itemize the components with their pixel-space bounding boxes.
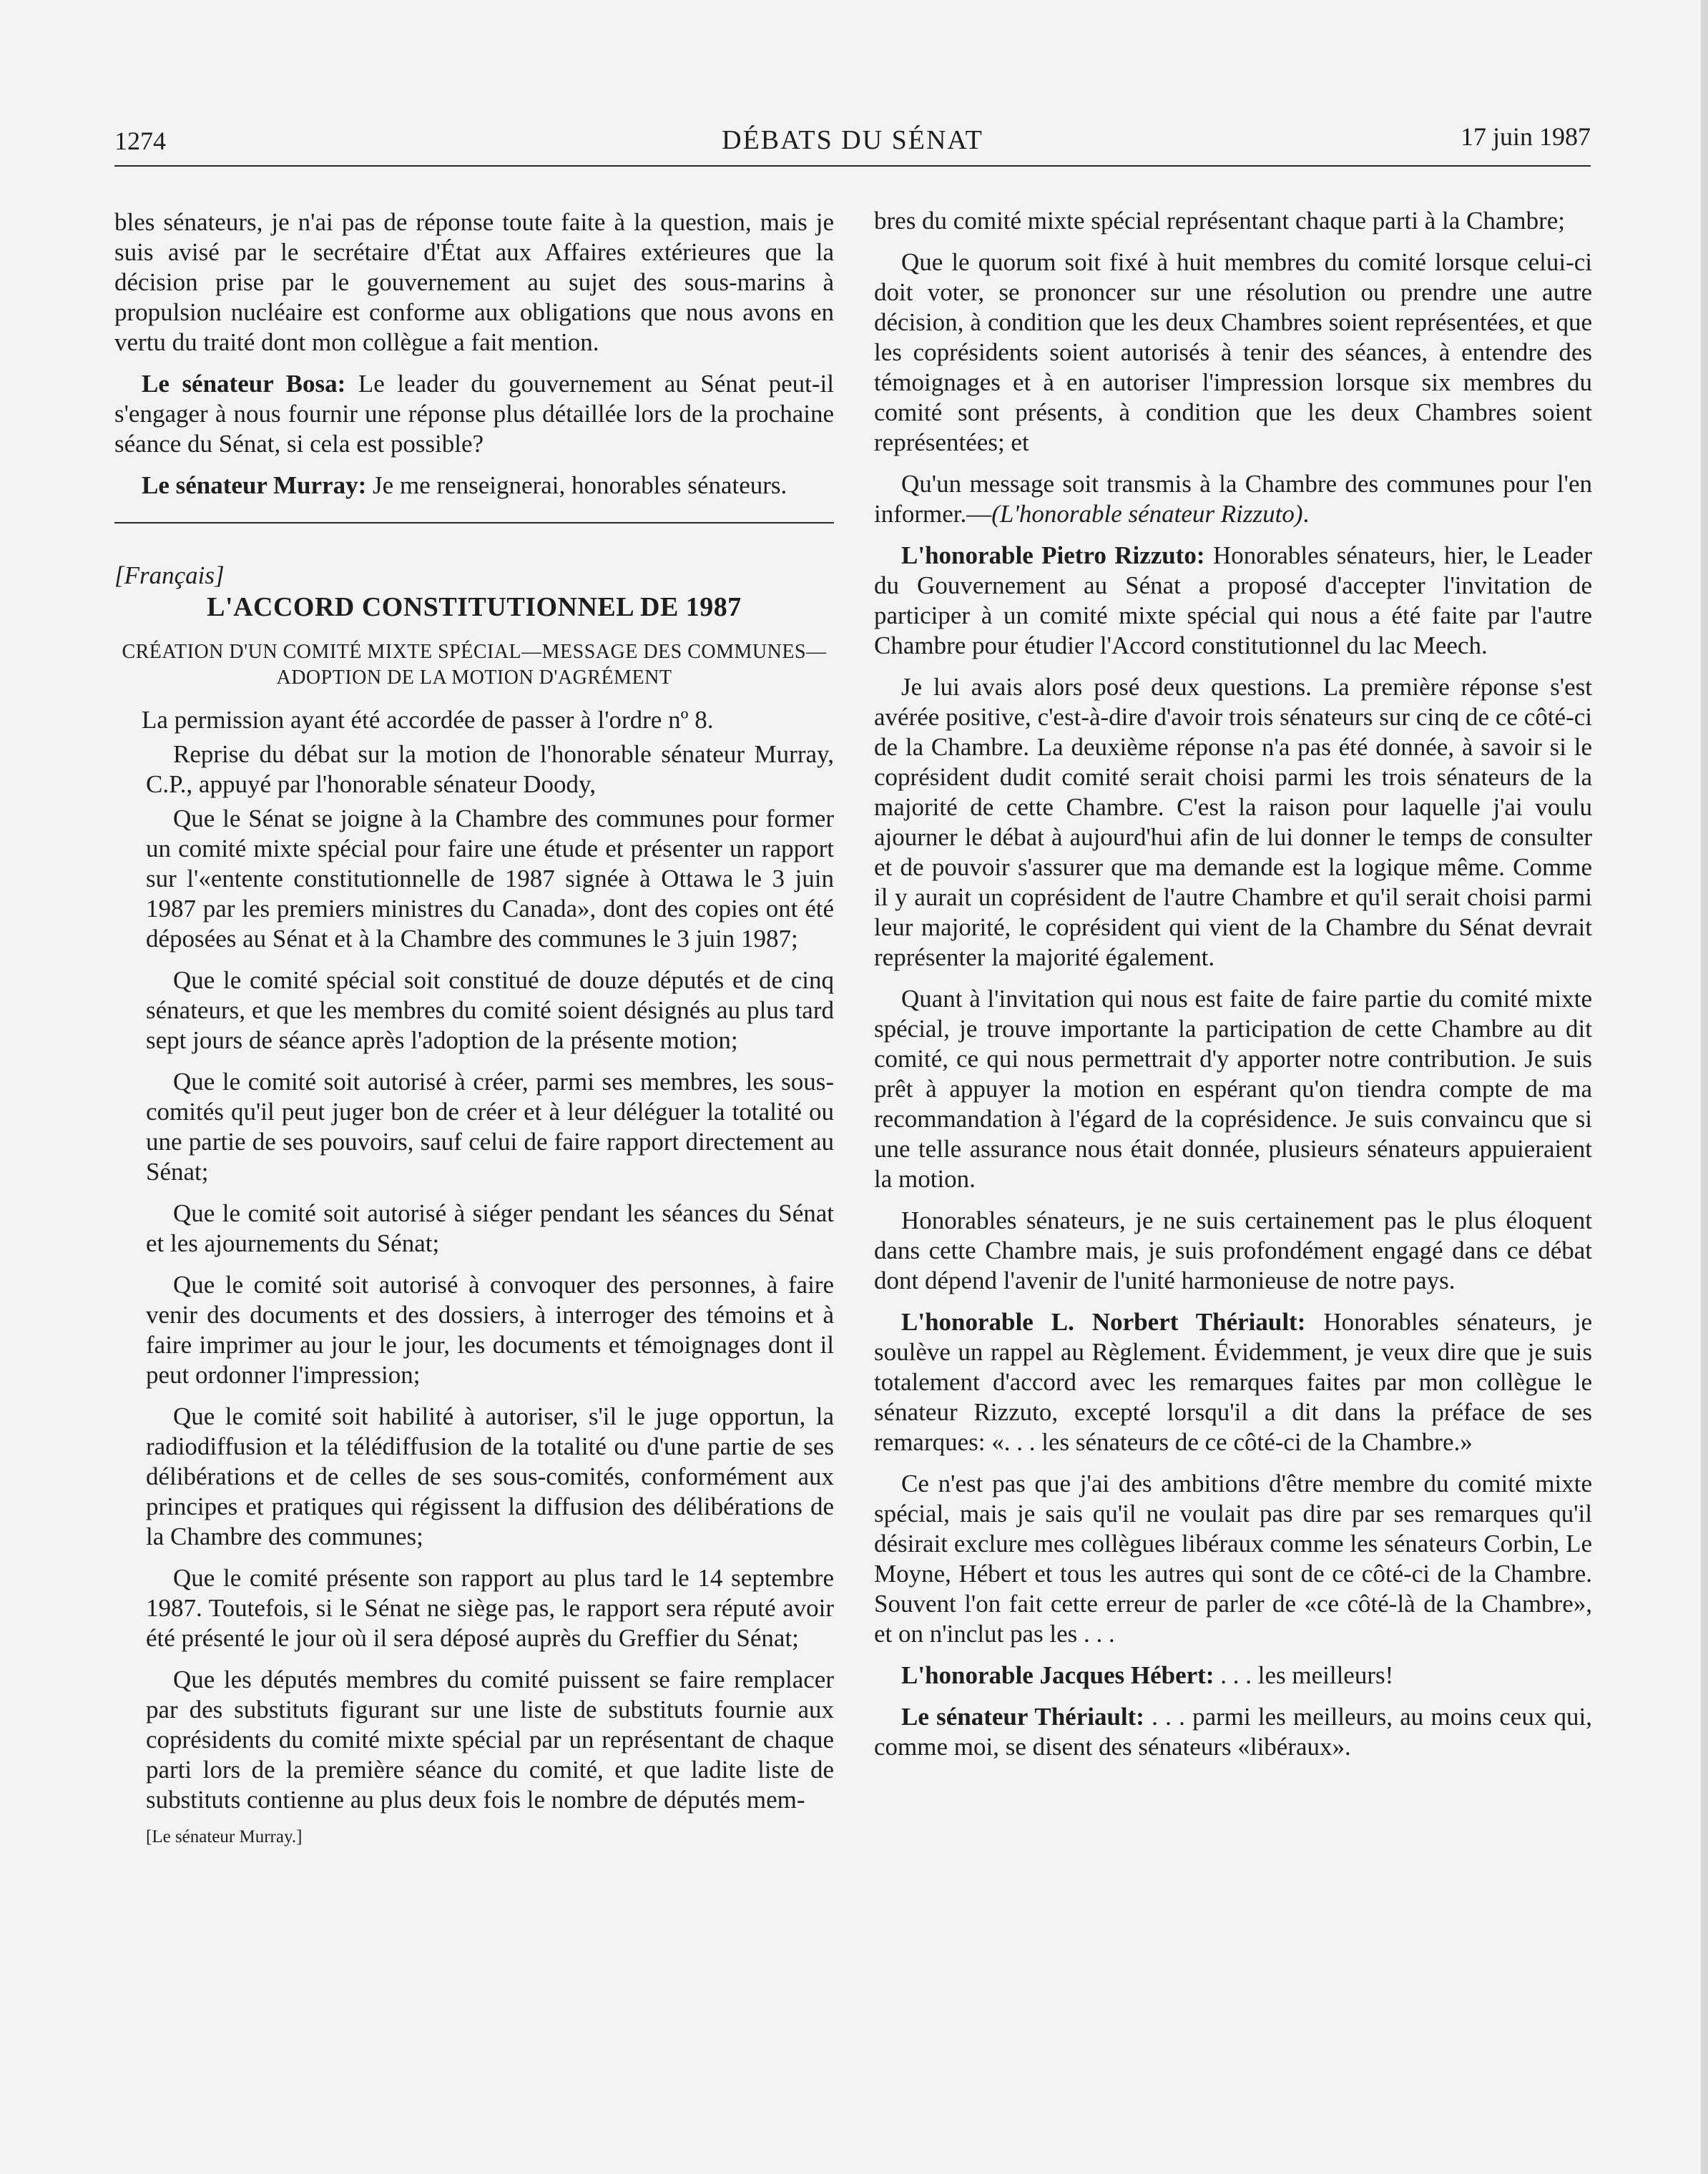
running-title: DÉBATS DU SÉNAT [722, 125, 983, 155]
mover-name: (L'honorable sénateur Rizzuto) [991, 500, 1303, 528]
speaker-name: Le sénateur Bosa: [142, 370, 346, 398]
page-header [114, 122, 1591, 163]
motion-text [114, 739, 834, 1815]
motion-clause: bres du comité mixte spécial représentant chaque parti à la Chambre; [874, 207, 1566, 235]
left-column [114, 207, 834, 1864]
paragraph: Quant à l'invitation qui nous est faite de faire partie du comité mixte spécial, je trouve importante la participation de cette Chambre au dit comité, ce qui nous permettrait d'y apporter notre contribution. Je suis prêt à appuyer la motion en espérant qu'on tiendra compte de ma recommandation à l'égard de la coprésidence. Je suis convaincu que si une telle assurance nous était donnée, plusieurs sénateurs appuieraient la motion. [874, 985, 1592, 1193]
speech-text: . . . parmi les meilleurs, au moins ceux qui, comme moi, se disent des sénateurs «libéraux». [874, 1703, 1593, 1761]
speech-murray [114, 471, 834, 501]
motion-clause: Que le comité soit autorisé à siéger pendant les séances du Sénat et les ajournements du Sénat; [146, 1199, 834, 1257]
speech-text: . . . les meilleurs! [1214, 1661, 1394, 1689]
motion-clause: Que le Sénat se joigne à la Chambre des communes pour former un comité mixte spécial pour faire une étude et présenter un rapport sur l'«entente constitutionnelle de 1987 signée à Ottawa le 3 juin 1987 par les premiers ministres du Canada», dont des copies ont été déposées au Sénat et à la Chambre des communes le 3 juin 1987; [146, 805, 834, 953]
footer-note: [Le sénateur Murray.] [146, 1827, 303, 1846]
language-marker: [Français] [114, 561, 225, 589]
speaker-name: L'honorable L. Norbert Thériault: [901, 1308, 1306, 1336]
paragraph: Honorables sénateurs, je ne suis certainement pas le plus éloquent dans cette Chambre mais, je suis profondément engagé dans ce débat dont dépend l'avenir de l'unité harmonieuse de notre pays. [874, 1206, 1592, 1294]
permission-line: La permission ayant été accordée de passer à l'ordre nº 8. [142, 706, 714, 734]
page-number: 1274 [114, 127, 166, 155]
motion-clause: Que le comité soit habilité à autoriser, s'il le juge opportun, la radiodiffusion et la télédiffusion de la totalité ou d'une partie de ses délibérations et de celles de ses sous-comités, conformément aux principes et pratiques qui régissent la diffusion des délibérations de la Chambre des communes; [146, 1402, 834, 1550]
motion-clause: Que le quorum soit fixé à huit membres du comité lorsque celui-ci doit voter, se prononcer sur une résolution ou prendre une autre décision, à condition que les deux Chambres soient représentées, et que les coprésidents soient autorisés à tenir des séances, à entendre des témoignages et à en autoriser l'impression lorsque six membres du comité sont présents, à condition que les deux Chambres soient représentées; et [874, 248, 1592, 456]
speech-theriault-2 [874, 1702, 1592, 1762]
speech-hebert [874, 1661, 1592, 1691]
speaker-name: L'honorable Pietro Rizzuto: [901, 541, 1205, 569]
speech-text: Je me renseignerai, honorables sénateurs. [366, 471, 787, 499]
speech-text: Honorables sénateurs, hier, le Leader du Gouvernement au Sénat a proposé d'accepter l'invitation de participer à un comité mixte spécial qui nous a été faite par l'autre Chambre pour étudier l'Accord constitutionnel du lac Meech. [874, 541, 1592, 659]
page-edge [1701, 0, 1708, 2174]
page-date: 17 juin 1987 [1460, 122, 1591, 151]
speaker-name: Le sénateur Murray: [142, 471, 367, 499]
motion-clause [874, 469, 1592, 529]
paragraph: Ce n'est pas que j'ai des ambitions d'être membre du comité mixte spécial, mais je sais qu'il ne voulait pas dire par ses remarques qu'il désirait exclure mes collègues libéraux comme les sénateurs Corbin, Le Moyne, Hébert et tous les autres qui sont de ce côté-ci de la Chambre. Souvent l'on fait cette erreur de parler de «ce côté-là de la Chambre», et on n'inclut pas les . . . [874, 1470, 1592, 1648]
section-subheading: CRÉATION D'UN COMITÉ MIXTE SPÉCIAL—MESSAGE DES COMMUNES—ADOPTION DE LA MOTION D'AGRÉMENT [122, 641, 827, 689]
motion-text: Qu'un message soit transmis à la Chambre des communes pour l'en informer.— [874, 470, 1592, 528]
speech-text: Honorables sénateurs, je soulève un rappel au Règlement. Évidemment, je veux dire que je suis totalement d'accord avec les remarques faites par mon collègue le sénateur Rizzuto, excepté lorsqu'il a dit dans la préface de ses remarques: «. . . les sénateurs de ce côté-ci de la Chambre.» [874, 1308, 1592, 1456]
speaker-name: L'honorable Jacques Hébert: [901, 1661, 1214, 1689]
speech-text: Le leader du gouvernement au Sénat peut-il s'engager à nous fournir une réponse plus détaillée lors de la prochaine séance du Sénat, si cela est possible? [114, 370, 834, 458]
motion-clause: Que le comité soit autorisé à créer, parmi ses membres, les sous-comités qu'il peut juger bon de créer et à leur déléguer la totalité ou une partie de ses pouvoirs, sauf celui de faire rapport directement au Sénat; [146, 1068, 834, 1186]
motion-clause: Que les députés membres du comité puissent se faire remplacer par des substituts figurant sur une liste de substituts fournie aux coprésidents du comité mixte spécial par un représentant de chaque parti lors de la première séance du comité, et que ladite liste de substituts contienne au plus deux fois le nombre de députés mem- [146, 1666, 834, 1814]
motion-clause: Que le comité spécial soit constitué de douze députés et de cinq sénateurs, et que les membres du comité soient désignés au plus tard sept jours de séance après l'adoption de la présente motion; [146, 966, 834, 1054]
paragraph: bles sénateurs, je n'ai pas de réponse toute faite à la question, mais je suis avisé par le secrétaire d'État aux Affaires extérieures que la décision prise par le gouvernement au sujet des sous-marins à propulsion nucléaire est conforme aux obligations que nous avons en vertu du traité dont mon collègue a fait mention. [114, 208, 834, 356]
motion-intro: Reprise du débat sur la motion de l'honorable sénateur Murray, C.P., appuyé par l'honorable sénateur Doody, [146, 740, 834, 798]
section-divider [114, 522, 834, 523]
speech-bosa [114, 369, 834, 459]
section-title: L'ACCORD CONSTITUTIONNEL DE 1987 [207, 592, 742, 622]
speaker-name: Le sénateur Thériault: [901, 1703, 1144, 1731]
speech-rizzuto [874, 541, 1592, 661]
paragraph: Je lui avais alors posé deux questions. La première réponse s'est avérée positive, c'est-à-dire d'avoir trois sénateurs sur cinq de ce côté-ci de la Chambre. La deuxième réponse n'a pas été donnée, à savoir si le coprésident dudit comité serait choisi parmi les trois sénateurs de la majorité de cette Chambre. C'est la raison pour laquelle j'ai voulu ajourner le débat à aujourd'hui afin de lui donner le temps de consulter et de pouvoir s'assurer que ma demande est la logique même. Comme il y aurait un coprésident de l'autre Chambre et qu'il serait choisi parmi leur majorité, le coprésident qui vient de la Chambre du Sénat devrait représenter la majorité également. [874, 673, 1592, 971]
motion-clause: Que le comité présente son rapport au plus tard le 14 septembre 1987. Toutefois, si le Sénat ne siège pas, le rapport sera réputé avoir été présenté le jour où il sera déposé auprès du Greffier du Sénat; [146, 1564, 834, 1652]
speech-theriault [874, 1307, 1592, 1457]
motion-clause: Que le comité soit autorisé à convoquer des personnes, à faire venir des documents et des dossiers, à interroger des témoins et à faire imprimer au jour le jour, les documents et témoignages dont il peut ordonner l'impression; [146, 1271, 834, 1389]
right-column [874, 206, 1592, 1774]
header-rule [114, 165, 1591, 167]
punctuation: . [1302, 500, 1310, 528]
